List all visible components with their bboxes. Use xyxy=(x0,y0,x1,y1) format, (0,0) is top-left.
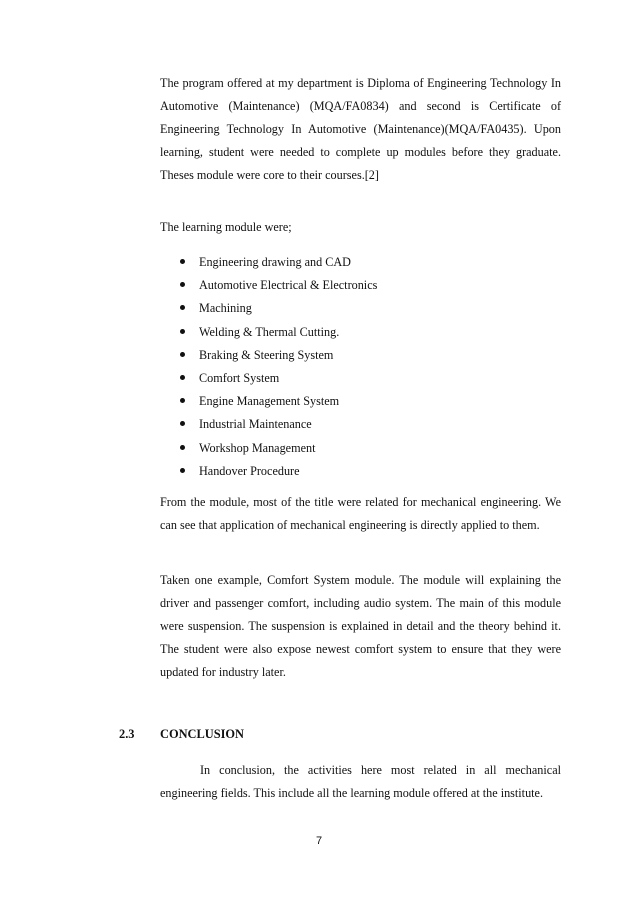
list-item xyxy=(160,393,377,416)
list-item xyxy=(160,347,377,370)
list-item xyxy=(160,254,377,277)
bullet-icon xyxy=(180,305,185,310)
page-number: 7 xyxy=(315,835,323,847)
list-item xyxy=(160,463,377,486)
module-label: Workshop Management xyxy=(199,440,316,455)
module-label: Machining xyxy=(199,301,252,316)
module-relation-paragraph: From the module, most of the title were related for mechanical engineering. We can see that application of mechanical engineering is directly applied to them. xyxy=(160,495,561,533)
bullet-icon xyxy=(180,282,185,287)
module-label: Braking & Steering System xyxy=(199,347,334,362)
module-label: Engine Management System xyxy=(199,394,340,409)
list-item xyxy=(160,416,377,439)
list-item xyxy=(160,277,377,300)
section-number: 2.3 xyxy=(119,727,135,741)
list-item xyxy=(160,300,377,323)
module-list xyxy=(160,254,377,486)
module-label: Engineering drawing and CAD xyxy=(199,255,351,269)
section-heading: CONCLUSION xyxy=(160,727,244,741)
bullet-icon xyxy=(180,375,185,380)
comfort-example-paragraph: Taken one example, Comfort System module. The module will explaining the driver and passenger comfort, including audio system. The main of this module were suspension. The suspension is explained in detail and the theory behind it. The student were also expose newest comfort system to ensure that they were updated for industry later. xyxy=(160,573,561,680)
bullet-icon xyxy=(180,468,185,473)
bullet-icon xyxy=(180,421,185,426)
list-item xyxy=(160,370,377,393)
list-item xyxy=(160,324,377,347)
module-label: Industrial Maintenance xyxy=(199,417,312,432)
modules-lead-text: The learning module were; xyxy=(160,220,292,234)
bullet-icon xyxy=(180,329,185,334)
module-label: Automotive Electrical & Electronics xyxy=(199,278,378,293)
module-label: Welding & Thermal Cutting. xyxy=(199,324,340,339)
module-label: Handover Procedure xyxy=(199,463,300,478)
bullet-icon xyxy=(180,445,185,450)
bullet-icon xyxy=(180,398,185,403)
module-label: Comfort System xyxy=(199,370,280,385)
list-item xyxy=(160,440,377,463)
bullet-icon xyxy=(180,352,185,357)
conclusion-paragraph: In conclusion, the activities here most related in all mechanical engineering fields. This include all the learning module offered at the institute. xyxy=(160,763,561,801)
bullet-icon xyxy=(180,259,185,264)
intro-paragraph: The program offered at my department is Diploma of Engineering Technology In Automotive (Maintenance) (MQA/FA0834) and second is Certificate of Engineering Technology In Automotive (Maintenance)(MQA/FA0435). Upon learning, student were needed to complete up modules before they graduate. Theses module were core to their courses.[2] xyxy=(160,76,561,183)
